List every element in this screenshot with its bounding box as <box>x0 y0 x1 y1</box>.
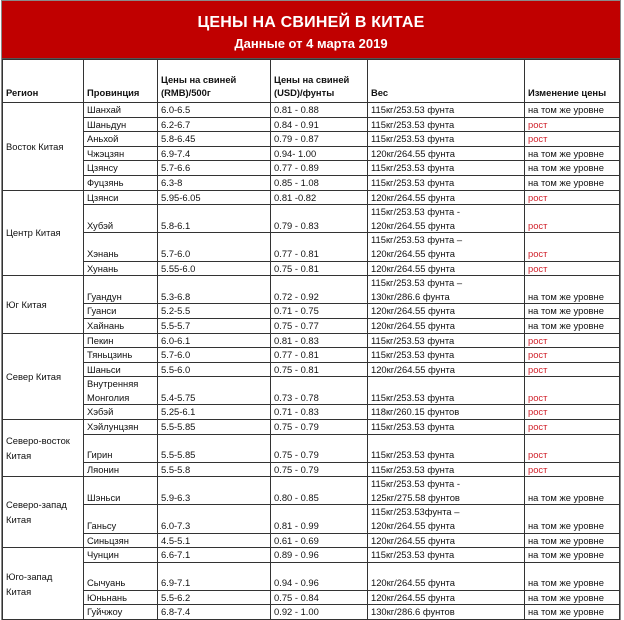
province-cell: Ляонин <box>84 462 158 477</box>
weight-cell: 115кг/253.53 фунта <box>368 175 525 190</box>
weight-cell: 115кг/253.53 фунта - 125кг/275.58 фунтов <box>368 477 525 505</box>
table-row <box>3 146 620 161</box>
price-change-cell: рост <box>525 205 620 233</box>
price-usd-cell: 0.92 - 1.00 <box>271 605 368 620</box>
price-change-cell: на том же уровне <box>525 605 620 620</box>
table-row <box>3 605 620 620</box>
table-row <box>3 562 620 590</box>
price-usd-cell: 0.81 -0.82 <box>271 190 368 205</box>
weight-cell: 115кг/253.53фунта – 120кг/264.55 фунта <box>368 505 525 533</box>
province-cell: Чжэцзян <box>84 146 158 161</box>
province-cell: Хэбэй <box>84 405 158 420</box>
province-cell: Хэнань <box>84 233 158 261</box>
province-cell: Гуанси <box>84 304 158 319</box>
price-change-cell: на том же уровне <box>525 318 620 333</box>
province-cell: Хунань <box>84 261 158 276</box>
weight-cell: 120кг/264.55 фунта <box>368 318 525 333</box>
province-cell: Внутренняя Монголия <box>84 377 158 405</box>
weight-cell: 115кг/253.53 фунта <box>368 420 525 435</box>
price-usd-cell: 0.75 - 0.79 <box>271 420 368 435</box>
price-rmb-cell: 5.95-6.05 <box>158 190 271 205</box>
price-usd-cell: 0.61 - 0.69 <box>271 533 368 548</box>
price-table <box>2 59 620 620</box>
price-usd-cell: 0.77 - 0.89 <box>271 161 368 176</box>
table-row <box>3 548 620 563</box>
weight-cell: 115кг/253.53 фунта – 120кг/264.55 фунта <box>368 233 525 261</box>
price-change-cell: рост <box>525 117 620 132</box>
price-rmb-cell: 6.8-7.4 <box>158 605 271 620</box>
weight-cell: 115кг/253.53 фунта <box>368 548 525 563</box>
region-cell: Северо-восток Китая <box>3 420 84 477</box>
price-change-cell: на том же уровне <box>525 477 620 505</box>
price-rmb-cell: 5.5-5.7 <box>158 318 271 333</box>
price-rmb-cell: 5.5-6.2 <box>158 590 271 605</box>
price-rmb-cell: 5.5-5.8 <box>158 462 271 477</box>
weight-cell: 120кг/264.55 фунта <box>368 146 525 161</box>
province-cell: Шаньдун <box>84 117 158 132</box>
header-price-usd-line1: Цены на свиней <box>274 73 350 85</box>
weight-cell: 120кг/264.55 фунта <box>368 261 525 276</box>
weight-cell: 115кг/253.53 фунта <box>368 462 525 477</box>
table-row <box>3 377 620 405</box>
price-usd-cell: 0.75 - 0.79 <box>271 434 368 462</box>
price-usd-cell: 0.85 - 1.08 <box>271 175 368 190</box>
price-change-cell: рост <box>525 333 620 348</box>
price-change-cell: на том же уровне <box>525 533 620 548</box>
price-rmb-cell: 5.55-6.0 <box>158 261 271 276</box>
region-cell: Центр Китая <box>3 190 84 276</box>
price-rmb-cell: 6.6-7.1 <box>158 548 271 563</box>
header-price-rmb <box>158 60 271 103</box>
price-usd-cell: 0.94 - 0.96 <box>271 562 368 590</box>
province-cell: Сычуань <box>84 562 158 590</box>
table-row <box>3 161 620 176</box>
table-row <box>3 318 620 333</box>
price-rmb-cell: 6.3-8 <box>158 175 271 190</box>
header-row <box>3 60 620 103</box>
header-price-usd <box>271 60 368 103</box>
price-change-cell: рост <box>525 462 620 477</box>
table-row <box>3 333 620 348</box>
price-usd-cell: 0.71 - 0.83 <box>271 405 368 420</box>
table-row <box>3 462 620 477</box>
weight-cell: 120кг/264.55 фунта <box>368 304 525 319</box>
header-price-usd-line2: (USD)/фунты <box>274 87 335 99</box>
price-rmb-cell: 5.9-6.3 <box>158 477 271 505</box>
price-rmb-cell: 5.25-6.1 <box>158 405 271 420</box>
price-rmb-cell: 5.8-6.45 <box>158 132 271 147</box>
province-cell: Синьцзян <box>84 533 158 548</box>
price-usd-cell: 0.84 - 0.91 <box>271 117 368 132</box>
header-price-rmb-line1: Цены на свиней <box>161 73 237 85</box>
price-usd-cell: 0.77 - 0.81 <box>271 233 368 261</box>
province-cell: Цзянсу <box>84 161 158 176</box>
weight-cell: 115кг/253.53 фунта <box>368 103 525 118</box>
province-cell: Хубэй <box>84 205 158 233</box>
province-cell: Чунцин <box>84 548 158 563</box>
price-change-cell: на том же уровне <box>525 562 620 590</box>
price-change-cell: рост <box>525 405 620 420</box>
price-rmb-cell: 6.9-7.4 <box>158 146 271 161</box>
report-title: ЦЕНЫ НА СВИНЕЙ В КИТАЕ <box>197 14 425 31</box>
weight-cell: 115кг/253.53 фунта <box>368 348 525 363</box>
table-row <box>3 117 620 132</box>
table-row <box>3 348 620 363</box>
price-rmb-cell: 5.5-5.85 <box>158 434 271 462</box>
price-change-cell: на том же уровне <box>525 505 620 533</box>
province-cell: Пекин <box>84 333 158 348</box>
weight-cell: 115кг/253.53 фунта <box>368 333 525 348</box>
price-change-cell: на том же уровне <box>525 146 620 161</box>
price-change-cell: рост <box>525 362 620 377</box>
table-row <box>3 533 620 548</box>
price-usd-cell: 0.94- 1.00 <box>271 146 368 161</box>
province-cell: Цзянси <box>84 190 158 205</box>
table-row <box>3 304 620 319</box>
price-rmb-cell: 6.0-7.3 <box>158 505 271 533</box>
price-usd-cell: 0.71 - 0.75 <box>271 304 368 319</box>
pig-price-report <box>1 0 621 620</box>
table-row <box>3 505 620 533</box>
province-cell: Аньхой <box>84 132 158 147</box>
header-price-change: Изменение цены <box>525 60 620 103</box>
price-change-cell: на том же уровне <box>525 304 620 319</box>
price-usd-cell: 0.81 - 0.99 <box>271 505 368 533</box>
price-usd-cell: 0.80 - 0.85 <box>271 477 368 505</box>
price-rmb-cell: 5.5-6.0 <box>158 362 271 377</box>
price-usd-cell: 0.75 - 0.79 <box>271 462 368 477</box>
price-rmb-cell: 5.4-5.75 <box>158 377 271 405</box>
table-row <box>3 233 620 261</box>
price-change-cell: на том же уровне <box>525 103 620 118</box>
table-row <box>3 477 620 505</box>
price-rmb-cell: 6.2-6.7 <box>158 117 271 132</box>
price-usd-cell: 0.75 - 0.84 <box>271 590 368 605</box>
price-change-cell: рост <box>525 261 620 276</box>
price-change-cell: рост <box>525 434 620 462</box>
price-change-cell: на том же уровне <box>525 548 620 563</box>
price-rmb-cell: 5.7-6.0 <box>158 348 271 363</box>
price-change-cell: на том же уровне <box>525 161 620 176</box>
table-row <box>3 103 620 118</box>
province-cell: Шэньси <box>84 477 158 505</box>
header-province: Провинция <box>84 60 158 103</box>
table-row <box>3 276 620 304</box>
weight-cell: 115кг/253.53 фунта <box>368 434 525 462</box>
table-row <box>3 590 620 605</box>
province-cell: Гирин <box>84 434 158 462</box>
price-change-cell: рост <box>525 190 620 205</box>
table-row <box>3 405 620 420</box>
province-cell: Гуандун <box>84 276 158 304</box>
region-cell: Север Китая <box>3 333 84 420</box>
price-rmb-cell: 5.5-5.85 <box>158 420 271 435</box>
region-cell: Северо-запад Китая <box>3 477 84 548</box>
weight-cell: 120кг/264.55 фунта <box>368 590 525 605</box>
province-cell: Гуйчжоу <box>84 605 158 620</box>
weight-cell: 115кг/253.53 фунта – 130кг/286.6 фунта <box>368 276 525 304</box>
price-rmb-cell: 5.7-6.6 <box>158 161 271 176</box>
header-weight: Вес <box>368 60 525 103</box>
weight-cell: 115кг/253.53 фунта <box>368 377 525 405</box>
price-rmb-cell: 5.2-5.5 <box>158 304 271 319</box>
table-row <box>3 132 620 147</box>
table-row <box>3 190 620 205</box>
report-date: Данные от 4 марта 2019 <box>234 36 388 51</box>
price-rmb-cell: 5.3-6.8 <box>158 276 271 304</box>
header-region: Регион <box>3 60 84 103</box>
weight-cell: 120кг/264.55 фунта <box>368 562 525 590</box>
price-rmb-cell: 6.0-6.1 <box>158 333 271 348</box>
weight-cell: 120кг/264.55 фунта <box>368 190 525 205</box>
price-change-cell: на том же уровне <box>525 590 620 605</box>
price-rmb-cell: 5.8-6.1 <box>158 205 271 233</box>
header-price-rmb-line2: (RMB)/500г <box>161 87 211 99</box>
price-usd-cell: 0.75 - 0.77 <box>271 318 368 333</box>
province-cell: Тяньцзинь <box>84 348 158 363</box>
price-rmb-cell: 5.7-6.0 <box>158 233 271 261</box>
province-cell: Ганьсу <box>84 505 158 533</box>
price-usd-cell: 0.79 - 0.83 <box>271 205 368 233</box>
table-body <box>3 103 620 620</box>
price-rmb-cell: 4.5-5.1 <box>158 533 271 548</box>
region-cell: Юг Китая <box>3 276 84 333</box>
price-rmb-cell: 6.9-7.1 <box>158 562 271 590</box>
price-change-cell: рост <box>525 132 620 147</box>
price-rmb-cell: 6.0-6.5 <box>158 103 271 118</box>
price-usd-cell: 0.75 - 0.81 <box>271 362 368 377</box>
province-cell: Фуцзянь <box>84 175 158 190</box>
table-row <box>3 362 620 377</box>
price-usd-cell: 0.75 - 0.81 <box>271 261 368 276</box>
weight-cell: 115кг/253.53 фунта <box>368 117 525 132</box>
price-usd-cell: 0.77 - 0.81 <box>271 348 368 363</box>
price-usd-cell: 0.81 - 0.83 <box>271 333 368 348</box>
price-usd-cell: 0.73 - 0.78 <box>271 377 368 405</box>
region-cell: Восток Китая <box>3 103 84 191</box>
province-cell: Хэйлунцзян <box>84 420 158 435</box>
price-usd-cell: 0.81 - 0.88 <box>271 103 368 118</box>
province-cell: Шаньси <box>84 362 158 377</box>
table-row <box>3 205 620 233</box>
table-row <box>3 420 620 435</box>
price-change-cell: рост <box>525 420 620 435</box>
weight-cell: 120кг/264.55 фунта <box>368 533 525 548</box>
weight-cell: 118кг/260.15 фунтов <box>368 405 525 420</box>
price-change-cell: на том же уровне <box>525 276 620 304</box>
price-usd-cell: 0.79 - 0.87 <box>271 132 368 147</box>
table-row <box>3 261 620 276</box>
price-change-cell: рост <box>525 377 620 405</box>
province-cell: Хайнань <box>84 318 158 333</box>
table-row <box>3 434 620 462</box>
weight-cell: 115кг/253.53 фунта <box>368 132 525 147</box>
table-row <box>3 175 620 190</box>
price-change-cell: на том же уровне <box>525 175 620 190</box>
price-change-cell: рост <box>525 233 620 261</box>
weight-cell: 115кг/253.53 фунта <box>368 161 525 176</box>
province-cell: Юньнань <box>84 590 158 605</box>
weight-cell: 120кг/264.55 фунта <box>368 362 525 377</box>
report-banner <box>2 1 620 59</box>
province-cell: Шанхай <box>84 103 158 118</box>
price-usd-cell: 0.72 - 0.92 <box>271 276 368 304</box>
price-usd-cell: 0.89 - 0.96 <box>271 548 368 563</box>
weight-cell: 115кг/253.53 фунта - 120кг/264.55 фунта <box>368 205 525 233</box>
weight-cell: 130кг/286.6 фунтов <box>368 605 525 620</box>
price-change-cell: рост <box>525 348 620 363</box>
region-cell: Юго-запад Китая <box>3 548 84 620</box>
